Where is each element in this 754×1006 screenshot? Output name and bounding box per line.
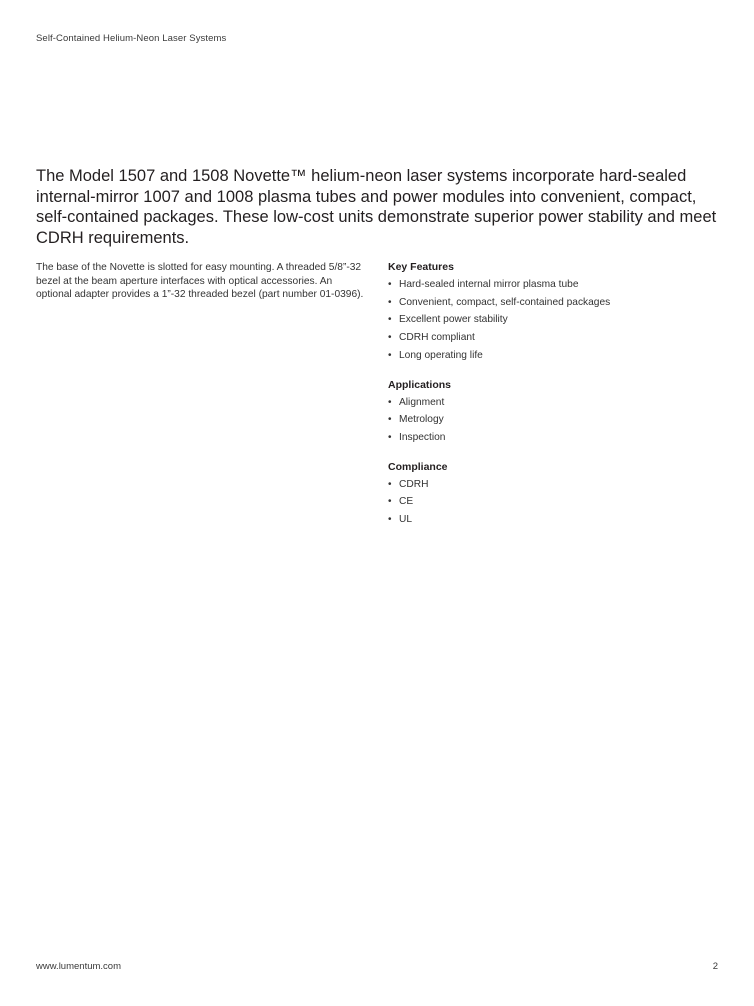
list-item: • Inspection [388, 429, 728, 447]
page-number: 2 [712, 961, 718, 972]
list-item: • UL [388, 511, 728, 529]
key-features-list [388, 276, 728, 365]
list-item: • CE [388, 493, 728, 511]
body-paragraph: The base of the Novette is slotted for easy mounting. A threaded 5/8”-32 bezel at the beam aperture interfaces with optical accessories. An optional adapter provides a 1”-32 threaded bezel (part number 01-0396). [36, 262, 364, 300]
key-features-section [388, 260, 728, 365]
bullet-icon: • [388, 279, 392, 290]
bullet-icon: • [388, 414, 392, 426]
compliance-section [388, 460, 728, 529]
list-item: • Long operating life [388, 347, 728, 365]
footer-url-link[interactable]: www.lumentum.com [36, 961, 121, 972]
bullet-icon: • [388, 396, 392, 408]
compliance-list [388, 476, 728, 529]
list-item: • Excellent power stability [388, 311, 728, 329]
intro-paragraph: The Model 1507 and 1508 Novette™ helium-neon laser systems incorporate hard-sealed internal-mirror 1007 and 1008 plasma tubes and power modules into convenient, compact, self-contained packages. These low-cost units demonstrate superior power stability and meet CDRH requirements. [36, 167, 717, 247]
bullet-icon: • [388, 478, 392, 490]
list-item: • CDRH [388, 476, 728, 494]
list-item: • Hard-sealed internal mirror plasma tube [388, 276, 728, 294]
bullet-icon: • [388, 514, 392, 526]
bullet-icon: • [388, 296, 392, 308]
section-title: Key Features [388, 261, 454, 273]
bullet-icon: • [388, 496, 392, 508]
applications-list [388, 394, 728, 447]
bullet-icon: • [388, 349, 392, 361]
section-title: Compliance [388, 460, 448, 473]
running-header: Self-Contained Helium-Neon Laser Systems [36, 33, 227, 44]
applications-section [388, 378, 728, 447]
right-column [388, 260, 728, 542]
bullet-icon: • [388, 431, 392, 443]
list-item: • CDRH compliant [388, 329, 728, 347]
section-title: Applications [388, 378, 452, 391]
list-item: • Convenient, compact, self-contained packages [388, 294, 728, 312]
bullet-icon: • [388, 332, 392, 344]
bullet-icon: • [388, 314, 392, 326]
list-item: • Alignment [388, 394, 728, 412]
list-item: • Metrology [388, 411, 728, 429]
